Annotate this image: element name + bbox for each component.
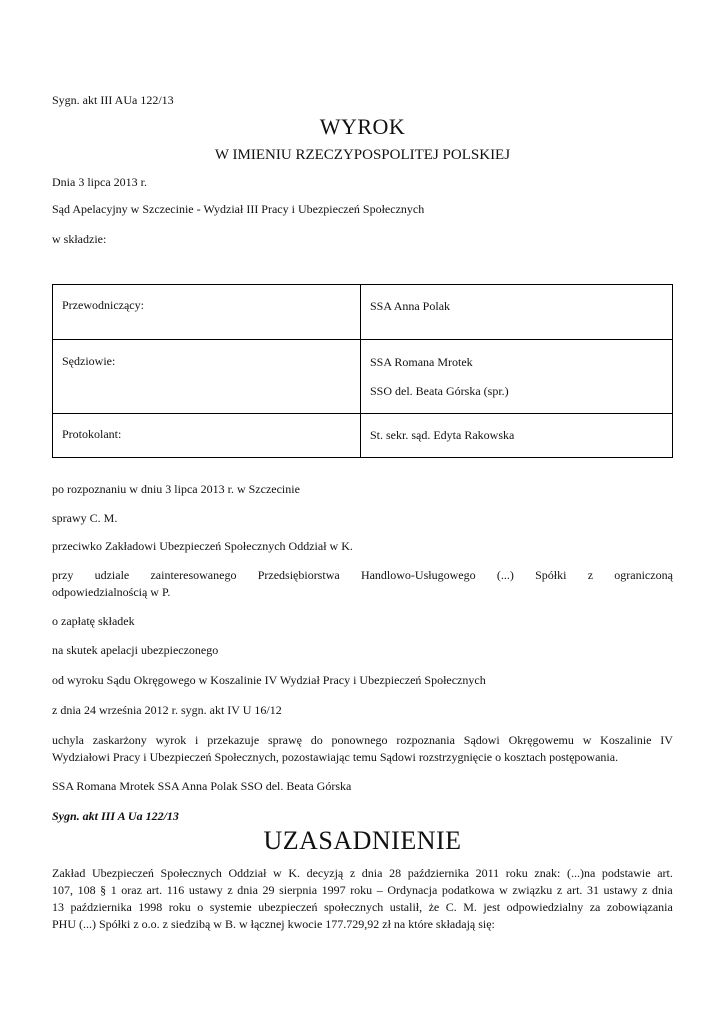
word: M. xyxy=(463,900,477,914)
word: z xyxy=(227,883,233,897)
appeal-line: na skutek apelacji ubezpieczonego xyxy=(52,643,219,657)
justification-line: PHU (...) Spółki z o.o. z siedzibą w B. w łącznej kwocie 177.729,92 zł na które składają się: xyxy=(52,917,495,931)
justification-heading: UZASADNIENIE xyxy=(263,826,462,855)
word: Handlowo-Usługowego xyxy=(360,568,476,582)
word: 31 xyxy=(586,883,599,897)
word: w xyxy=(499,883,508,897)
word: Spółki xyxy=(535,568,567,582)
word: że xyxy=(428,900,440,914)
word: do xyxy=(310,733,323,747)
lower-court-date-line: z dnia 24 września 2012 r. sygn. akt IV U 16/12 xyxy=(52,703,282,717)
word: Oddział xyxy=(228,866,267,880)
word: dnia xyxy=(651,883,673,897)
panel-row-clerk xyxy=(53,414,673,458)
word: za xyxy=(589,900,601,914)
panel-role: Sędziowie: xyxy=(53,340,361,414)
justification-line xyxy=(52,865,673,881)
word: 1997 xyxy=(321,883,346,897)
word: ubezpieczeń xyxy=(258,900,318,914)
word: 1998 xyxy=(138,900,163,914)
defendant-line: przeciwko Zakładowi Ubezpieczeń Społecznych Oddział w K. xyxy=(52,539,353,553)
lower-court-line: od wyroku Sądu Okręgowego w Koszalinie IV Wydział Pracy i Ubezpieczeń Społecznych xyxy=(52,673,486,687)
ruling-line-cont: Wydziałowi Pracy i Ubezpieczeń Społecznych, pozostawiając temu Sądowi rozstrzygnięcie o kosztach postępowania. xyxy=(52,750,619,764)
word: zobowiązania xyxy=(606,900,673,914)
word: z xyxy=(349,866,356,880)
word: (...)na xyxy=(566,866,596,880)
word: ponownego xyxy=(331,733,388,747)
panel-name: SSA Romana Mrotek xyxy=(370,355,473,369)
word: 13 xyxy=(52,900,64,914)
word: jest xyxy=(483,900,501,914)
word: udziale xyxy=(94,568,130,582)
word: K. xyxy=(288,866,300,880)
word: dnia xyxy=(237,883,258,897)
word: zaskarżony xyxy=(92,733,147,747)
case-signature: Sygn. akt III AUa 122/13 xyxy=(52,93,174,107)
word: Sądowi xyxy=(463,733,500,747)
document-title: WYROK xyxy=(319,114,406,139)
word: podatkowa xyxy=(441,883,495,897)
word: wyrok xyxy=(155,733,187,747)
word: rozpoznania xyxy=(396,733,455,747)
word: 107, xyxy=(52,883,73,897)
word: podstawie xyxy=(601,866,651,880)
word: października xyxy=(70,900,132,914)
word: – xyxy=(376,883,383,897)
word: (...) xyxy=(496,568,514,582)
word: znak: xyxy=(534,866,561,880)
word: października xyxy=(407,866,469,880)
word: Koszalinie xyxy=(600,733,652,747)
word: w xyxy=(273,866,282,880)
word: 1 xyxy=(110,883,117,897)
panel-names xyxy=(361,340,673,414)
word: zainteresowanego xyxy=(150,568,237,582)
word: Przedsiębiorstwa xyxy=(257,568,340,582)
word: społecznych xyxy=(323,900,384,914)
word: decyzją xyxy=(306,866,344,880)
word: roku xyxy=(168,900,191,914)
word: Ordynacja xyxy=(387,883,438,897)
justification-line xyxy=(52,899,673,915)
panel-name: St. sekr. sąd. Edyta Rakowska xyxy=(370,428,515,442)
word: i xyxy=(195,733,199,747)
word: IV xyxy=(660,733,673,747)
word: uchyla xyxy=(52,733,84,747)
word: z xyxy=(556,883,563,897)
court-name: Sąd Apelacyjny w Szczecinie - Wydział III Pracy i Ubezpieczeń Społecznych xyxy=(52,202,425,216)
panel-table xyxy=(52,284,673,458)
word: C. xyxy=(445,900,457,914)
word: o xyxy=(197,900,204,914)
word: 108 xyxy=(77,883,96,897)
word: ograniczoną xyxy=(614,568,673,582)
word: sprawę xyxy=(267,733,302,747)
word: Okręgowemu xyxy=(508,733,574,747)
panel-name: SSA Anna Polak xyxy=(370,299,451,313)
word: ustawy xyxy=(188,883,223,897)
judges-signatures: SSA Romana Mrotek SSA Anna Polak SSO del. Beata Górska xyxy=(52,779,352,793)
word: systemie xyxy=(209,900,252,914)
document-subtitle: W IMIENIU RZECZYPOSPOLITEJ POLSKIEJ xyxy=(214,147,511,163)
composition-label: w składzie: xyxy=(52,232,107,246)
word: odpowiedzialny xyxy=(506,900,584,914)
word: Zakład xyxy=(52,866,86,880)
justification-line xyxy=(52,882,673,898)
case-party-line: sprawy C. M. xyxy=(52,511,118,525)
panel-name: SSO del. Beata Górska (spr.) xyxy=(370,384,509,398)
word: 29 xyxy=(262,883,275,897)
word: dnia xyxy=(361,866,383,880)
panel-names xyxy=(361,285,673,340)
word: Społecznych xyxy=(160,866,222,880)
subject-line: o zapłatę składek xyxy=(52,614,135,628)
judgment-date: Dnia 3 lipca 2013 r. xyxy=(52,175,147,189)
word: art. xyxy=(146,883,163,897)
word: przy xyxy=(52,568,74,582)
word: w xyxy=(582,733,592,747)
panel-role: Przewodniczący: xyxy=(53,285,361,340)
word: związku xyxy=(512,883,553,897)
panel-names xyxy=(361,414,673,458)
justification-signature: Sygn. akt III A Ua 122/13 xyxy=(52,809,179,823)
word: ustawy xyxy=(603,883,638,897)
word: z xyxy=(642,883,648,897)
word: oraz xyxy=(121,883,142,897)
word: roku xyxy=(505,866,528,880)
panel-role: Protokolant: xyxy=(53,414,361,458)
word: 2011 xyxy=(475,866,500,880)
word: roku xyxy=(350,883,373,897)
word: art. xyxy=(657,866,673,880)
interested-party-line-cont: odpowiedzialnością w P. xyxy=(52,585,171,599)
ruling-line xyxy=(52,732,673,748)
word: ustalił, xyxy=(389,900,423,914)
word: art. xyxy=(566,883,583,897)
word: przekazuje xyxy=(207,733,260,747)
word: § xyxy=(100,883,107,897)
interested-party-line xyxy=(52,567,673,583)
word: sierpnia xyxy=(279,883,318,897)
word: Ubezpieczeń xyxy=(91,866,154,880)
panel-row-judges xyxy=(53,340,673,414)
word: 116 xyxy=(166,883,185,897)
hearing-line: po rozpoznaniu w dniu 3 lipca 2013 r. w Szczecinie xyxy=(52,482,300,496)
panel-row-chair xyxy=(53,285,673,340)
word: 28 xyxy=(389,866,402,880)
word: z xyxy=(587,568,594,582)
